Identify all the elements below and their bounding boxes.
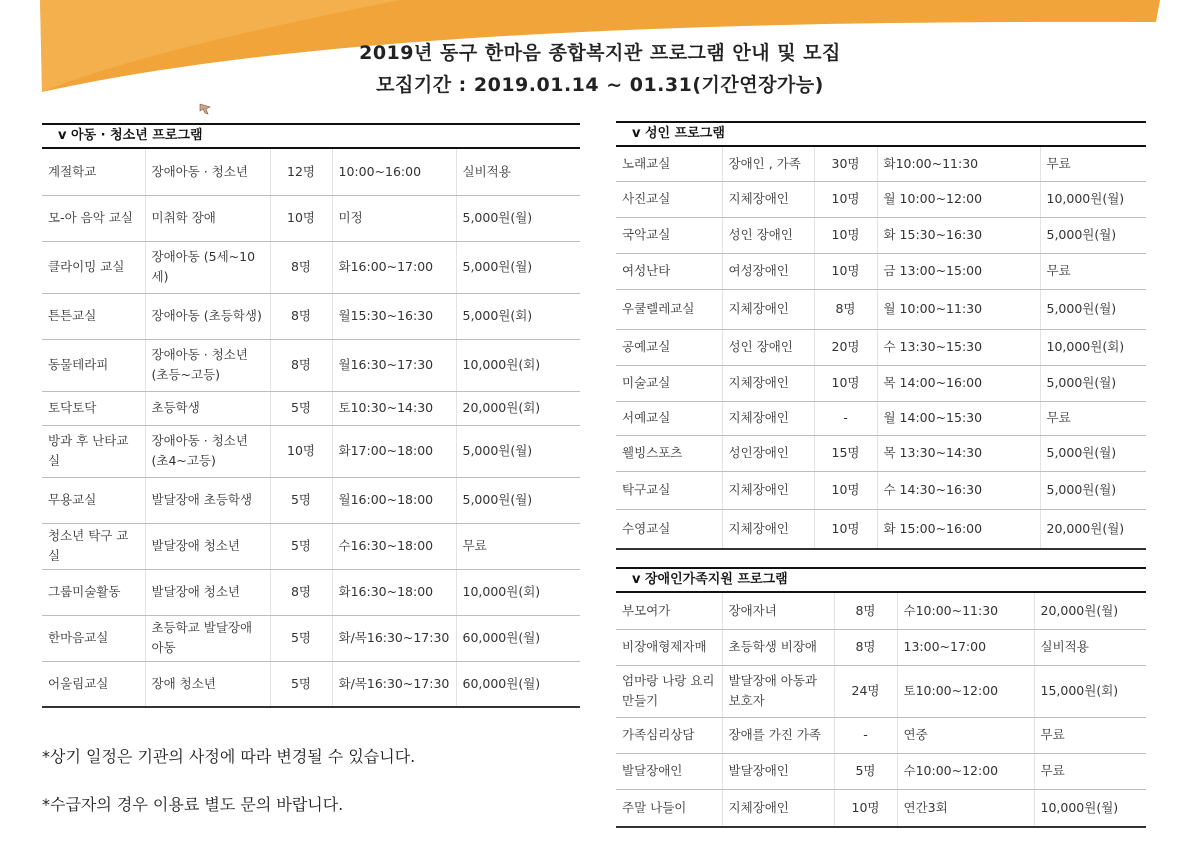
cell-fee: 무료 (1040, 253, 1146, 289)
family-program-table (616, 593, 1146, 828)
cell-target: 장애아동 · 청소년 (초등~고등) (145, 339, 270, 391)
cell-name: 비장애형제자매 (616, 629, 722, 665)
cell-target: 장애인 , 가족 (722, 147, 814, 181)
table-row (42, 523, 580, 569)
adult-program-table (616, 147, 1146, 550)
cell-count: 5명 (270, 661, 332, 707)
cell-fee: 5,000원(월) (456, 195, 580, 241)
cell-count: 8명 (834, 629, 897, 665)
table-row (616, 253, 1146, 289)
cell-fee: 무료 (1034, 753, 1146, 789)
cell-target: 초등학생 비장애 (722, 629, 834, 665)
cell-name: 무용교실 (42, 477, 145, 523)
cell-fee: 무료 (456, 523, 580, 569)
cell-time: 연중 (897, 717, 1034, 753)
cell-name: 부모여가 (616, 593, 722, 629)
cell-target: 발달장애 청소년 (145, 569, 270, 615)
cell-count: - (834, 717, 897, 753)
cell-time: 화 15:00~16:00 (877, 509, 1040, 549)
cell-name: 노래교실 (616, 147, 722, 181)
table-row (616, 217, 1146, 253)
note-fee-inquiry: *수급자의 경우 이용료 별도 문의 바랍니다. (42, 795, 344, 814)
cell-target: 지체장애인 (722, 509, 814, 549)
cell-target: 발달장애 청소년 (145, 523, 270, 569)
table-row (42, 293, 580, 339)
cell-fee: 무료 (1040, 401, 1146, 435)
cell-time: 수 13:30~15:30 (877, 329, 1040, 365)
table-row (616, 509, 1146, 549)
recruitment-period: 모집기간 : 2019.01.14 ~ 01.31(기간연장가능) (376, 74, 824, 96)
cell-fee: 5,000원(월) (1040, 217, 1146, 253)
cell-fee: 5,000원(월) (1040, 365, 1146, 401)
cell-target: 초등학생 (145, 391, 270, 425)
cell-name: 방과 후 난타교실 (42, 425, 145, 477)
cell-name: 청소년 탁구 교실 (42, 523, 145, 569)
cell-count: 5명 (270, 391, 332, 425)
cell-count: 10명 (814, 253, 877, 289)
table-row (616, 593, 1146, 629)
cell-fee: 20,000원(회) (456, 391, 580, 425)
cell-count: - (814, 401, 877, 435)
table-row (42, 569, 580, 615)
cell-time: 목 14:00~16:00 (877, 365, 1040, 401)
cell-time: 화16:30~18:00 (332, 569, 456, 615)
cell-time: 화/목16:30~17:30 (332, 615, 456, 661)
cell-count: 8명 (270, 293, 332, 339)
cell-count: 8명 (270, 241, 332, 293)
cell-target: 미취학 장애 (145, 195, 270, 241)
cell-time: 수10:00~12:00 (897, 753, 1034, 789)
cell-fee: 5,000원(월) (1040, 435, 1146, 471)
cell-fee: 10,000원(회) (1040, 329, 1146, 365)
table-row (42, 339, 580, 391)
cell-name: 어울림교실 (42, 661, 145, 707)
cell-count: 12명 (270, 149, 332, 195)
cell-target: 장애를 가진 가족 (722, 717, 834, 753)
cell-fee: 10,000원(회) (456, 339, 580, 391)
cell-name: 탁구교실 (616, 471, 722, 509)
cell-name: 우쿨렐레교실 (616, 289, 722, 329)
section-heading: v 장애인가족지원 프로그램 (616, 567, 1146, 593)
cursor-icon (198, 102, 212, 116)
cell-target: 발달장애 아동과 보호자 (722, 665, 834, 717)
cell-time: 13:00~17:00 (897, 629, 1034, 665)
cell-target: 지체장애인 (722, 181, 814, 217)
cell-fee: 5,000원(월) (456, 241, 580, 293)
cell-fee: 15,000원(회) (1034, 665, 1146, 717)
cell-time: 화17:00~18:00 (332, 425, 456, 477)
table-row (616, 665, 1146, 717)
cell-count: 10명 (270, 195, 332, 241)
cell-count: 24명 (834, 665, 897, 717)
note-schedule-change: *상기 일정은 기관의 사정에 따라 변경될 수 있습니다. (42, 747, 416, 766)
cell-fee: 5,000원(월) (1040, 289, 1146, 329)
cell-count: 8명 (834, 593, 897, 629)
cell-count: 8명 (814, 289, 877, 329)
cell-target: 초등학교 발달장애아동 (145, 615, 270, 661)
table-row (616, 753, 1146, 789)
family-program-section (616, 567, 1146, 828)
table-row (42, 391, 580, 425)
table-row (616, 365, 1146, 401)
table-row (616, 401, 1146, 435)
cell-name: 토닥토닥 (42, 391, 145, 425)
cell-name: 사진교실 (616, 181, 722, 217)
table-row (616, 789, 1146, 827)
table-row (616, 435, 1146, 471)
cell-name: 국악교실 (616, 217, 722, 253)
cell-fee: 20,000원(월) (1040, 509, 1146, 549)
cell-fee: 실비적용 (456, 149, 580, 195)
cell-fee: 10,000원(월) (1040, 181, 1146, 217)
table-row (616, 181, 1146, 217)
cell-time: 목 13:30~14:30 (877, 435, 1040, 471)
cell-count: 10명 (814, 509, 877, 549)
table-row (42, 615, 580, 661)
cell-name: 동물테라피 (42, 339, 145, 391)
cell-time: 화10:00~11:30 (877, 147, 1040, 181)
cell-time: 월 14:00~15:30 (877, 401, 1040, 435)
section-heading: v 아동 · 청소년 프로그램 (42, 123, 580, 149)
cell-fee: 실비적용 (1034, 629, 1146, 665)
cell-count: 5명 (270, 615, 332, 661)
cell-fee: 5,000원(월) (1040, 471, 1146, 509)
cell-target: 장애자녀 (722, 593, 834, 629)
cell-time: 화/목16:30~17:30 (332, 661, 456, 707)
cell-time: 수 14:30~16:30 (877, 471, 1040, 509)
cell-target: 지체장애인 (722, 365, 814, 401)
cell-fee: 20,000원(월) (1034, 593, 1146, 629)
cell-name: 클라이밍 교실 (42, 241, 145, 293)
cell-target: 성인 장애인 (722, 329, 814, 365)
cell-time: 월15:30~16:30 (332, 293, 456, 339)
table-row (616, 471, 1146, 509)
cell-count: 20명 (814, 329, 877, 365)
cell-name: 한마음교실 (42, 615, 145, 661)
table-row (616, 329, 1146, 365)
cell-name: 튼튼교실 (42, 293, 145, 339)
cell-target: 지체장애인 (722, 471, 814, 509)
table-row (42, 241, 580, 293)
cell-fee: 60,000원(월) (456, 661, 580, 707)
table-row (42, 477, 580, 523)
cell-target: 장애 청소년 (145, 661, 270, 707)
cell-count: 15명 (814, 435, 877, 471)
cell-target: 발달장애 초등학생 (145, 477, 270, 523)
cell-target: 발달장애인 (722, 753, 834, 789)
cell-fee: 5,000원(회) (456, 293, 580, 339)
cell-target: 여성장애인 (722, 253, 814, 289)
cell-name: 발달장애인 (616, 753, 722, 789)
cell-target: 장애아동 · 청소년 (초4~고등) (145, 425, 270, 477)
cell-name: 모-아 음악 교실 (42, 195, 145, 241)
youth-program-table (42, 149, 580, 708)
cell-name: 계절학교 (42, 149, 145, 195)
cell-name: 서예교실 (616, 401, 722, 435)
youth-program-section (42, 123, 580, 708)
cell-count: 5명 (834, 753, 897, 789)
cell-count: 10명 (270, 425, 332, 477)
cell-count: 10명 (814, 181, 877, 217)
cell-time: 토10:00~12:00 (897, 665, 1034, 717)
cell-fee: 60,000원(월) (456, 615, 580, 661)
cell-target: 성인장애인 (722, 435, 814, 471)
cell-count: 10명 (814, 217, 877, 253)
cell-count: 10명 (814, 365, 877, 401)
cell-count: 10명 (814, 471, 877, 509)
cell-time: 월16:30~17:30 (332, 339, 456, 391)
cell-time: 금 13:00~15:00 (877, 253, 1040, 289)
cell-target: 지체장애인 (722, 401, 814, 435)
cell-name: 그룹미술활동 (42, 569, 145, 615)
table-row (42, 661, 580, 707)
cell-name: 웰빙스포츠 (616, 435, 722, 471)
cell-target: 지체장애인 (722, 789, 834, 827)
cell-name: 수영교실 (616, 509, 722, 549)
cell-count: 5명 (270, 523, 332, 569)
table-row (616, 629, 1146, 665)
cell-count: 10명 (834, 789, 897, 827)
cell-target: 장애아동 · 청소년 (145, 149, 270, 195)
cell-target: 성인 장애인 (722, 217, 814, 253)
cell-count: 5명 (270, 477, 332, 523)
cell-fee: 10,000원(회) (456, 569, 580, 615)
cell-target: 지체장애인 (722, 289, 814, 329)
cell-name: 여성난타 (616, 253, 722, 289)
table-row (616, 289, 1146, 329)
cell-name: 엄마랑 나랑 요리만들기 (616, 665, 722, 717)
cell-fee: 무료 (1040, 147, 1146, 181)
cell-time: 수16:30~18:00 (332, 523, 456, 569)
cell-name: 주말 나들이 (616, 789, 722, 827)
cell-name: 가족심리상담 (616, 717, 722, 753)
table-row (616, 717, 1146, 753)
cell-name: 미술교실 (616, 365, 722, 401)
cell-fee: 10,000원(월) (1034, 789, 1146, 827)
table-row (42, 149, 580, 195)
table-row (42, 425, 580, 477)
cell-time: 연간3회 (897, 789, 1034, 827)
cell-name: 공예교실 (616, 329, 722, 365)
cell-time: 화 15:30~16:30 (877, 217, 1040, 253)
cell-fee: 5,000원(월) (456, 425, 580, 477)
cell-fee: 무료 (1034, 717, 1146, 753)
section-heading: v 성인 프로그램 (616, 121, 1146, 147)
table-row (616, 147, 1146, 181)
adult-program-section (616, 121, 1146, 550)
cell-time: 월16:00~18:00 (332, 477, 456, 523)
cell-target: 장애아동 (초등학생) (145, 293, 270, 339)
cell-time: 10:00~16:00 (332, 149, 456, 195)
cell-time: 화16:00~17:00 (332, 241, 456, 293)
table-row (42, 195, 580, 241)
cell-time: 미정 (332, 195, 456, 241)
cell-time: 수10:00~11:30 (897, 593, 1034, 629)
cell-count: 8명 (270, 339, 332, 391)
cell-time: 토10:30~14:30 (332, 391, 456, 425)
page-title: 2019년 동구 한마음 종합복지관 프로그램 안내 및 모집 (359, 42, 841, 64)
cell-time: 월 10:00~11:30 (877, 289, 1040, 329)
cell-count: 8명 (270, 569, 332, 615)
cell-time: 월 10:00~12:00 (877, 181, 1040, 217)
cell-target: 장애아동 (5세~10세) (145, 241, 270, 293)
cell-count: 30명 (814, 147, 877, 181)
cell-fee: 5,000원(월) (456, 477, 580, 523)
